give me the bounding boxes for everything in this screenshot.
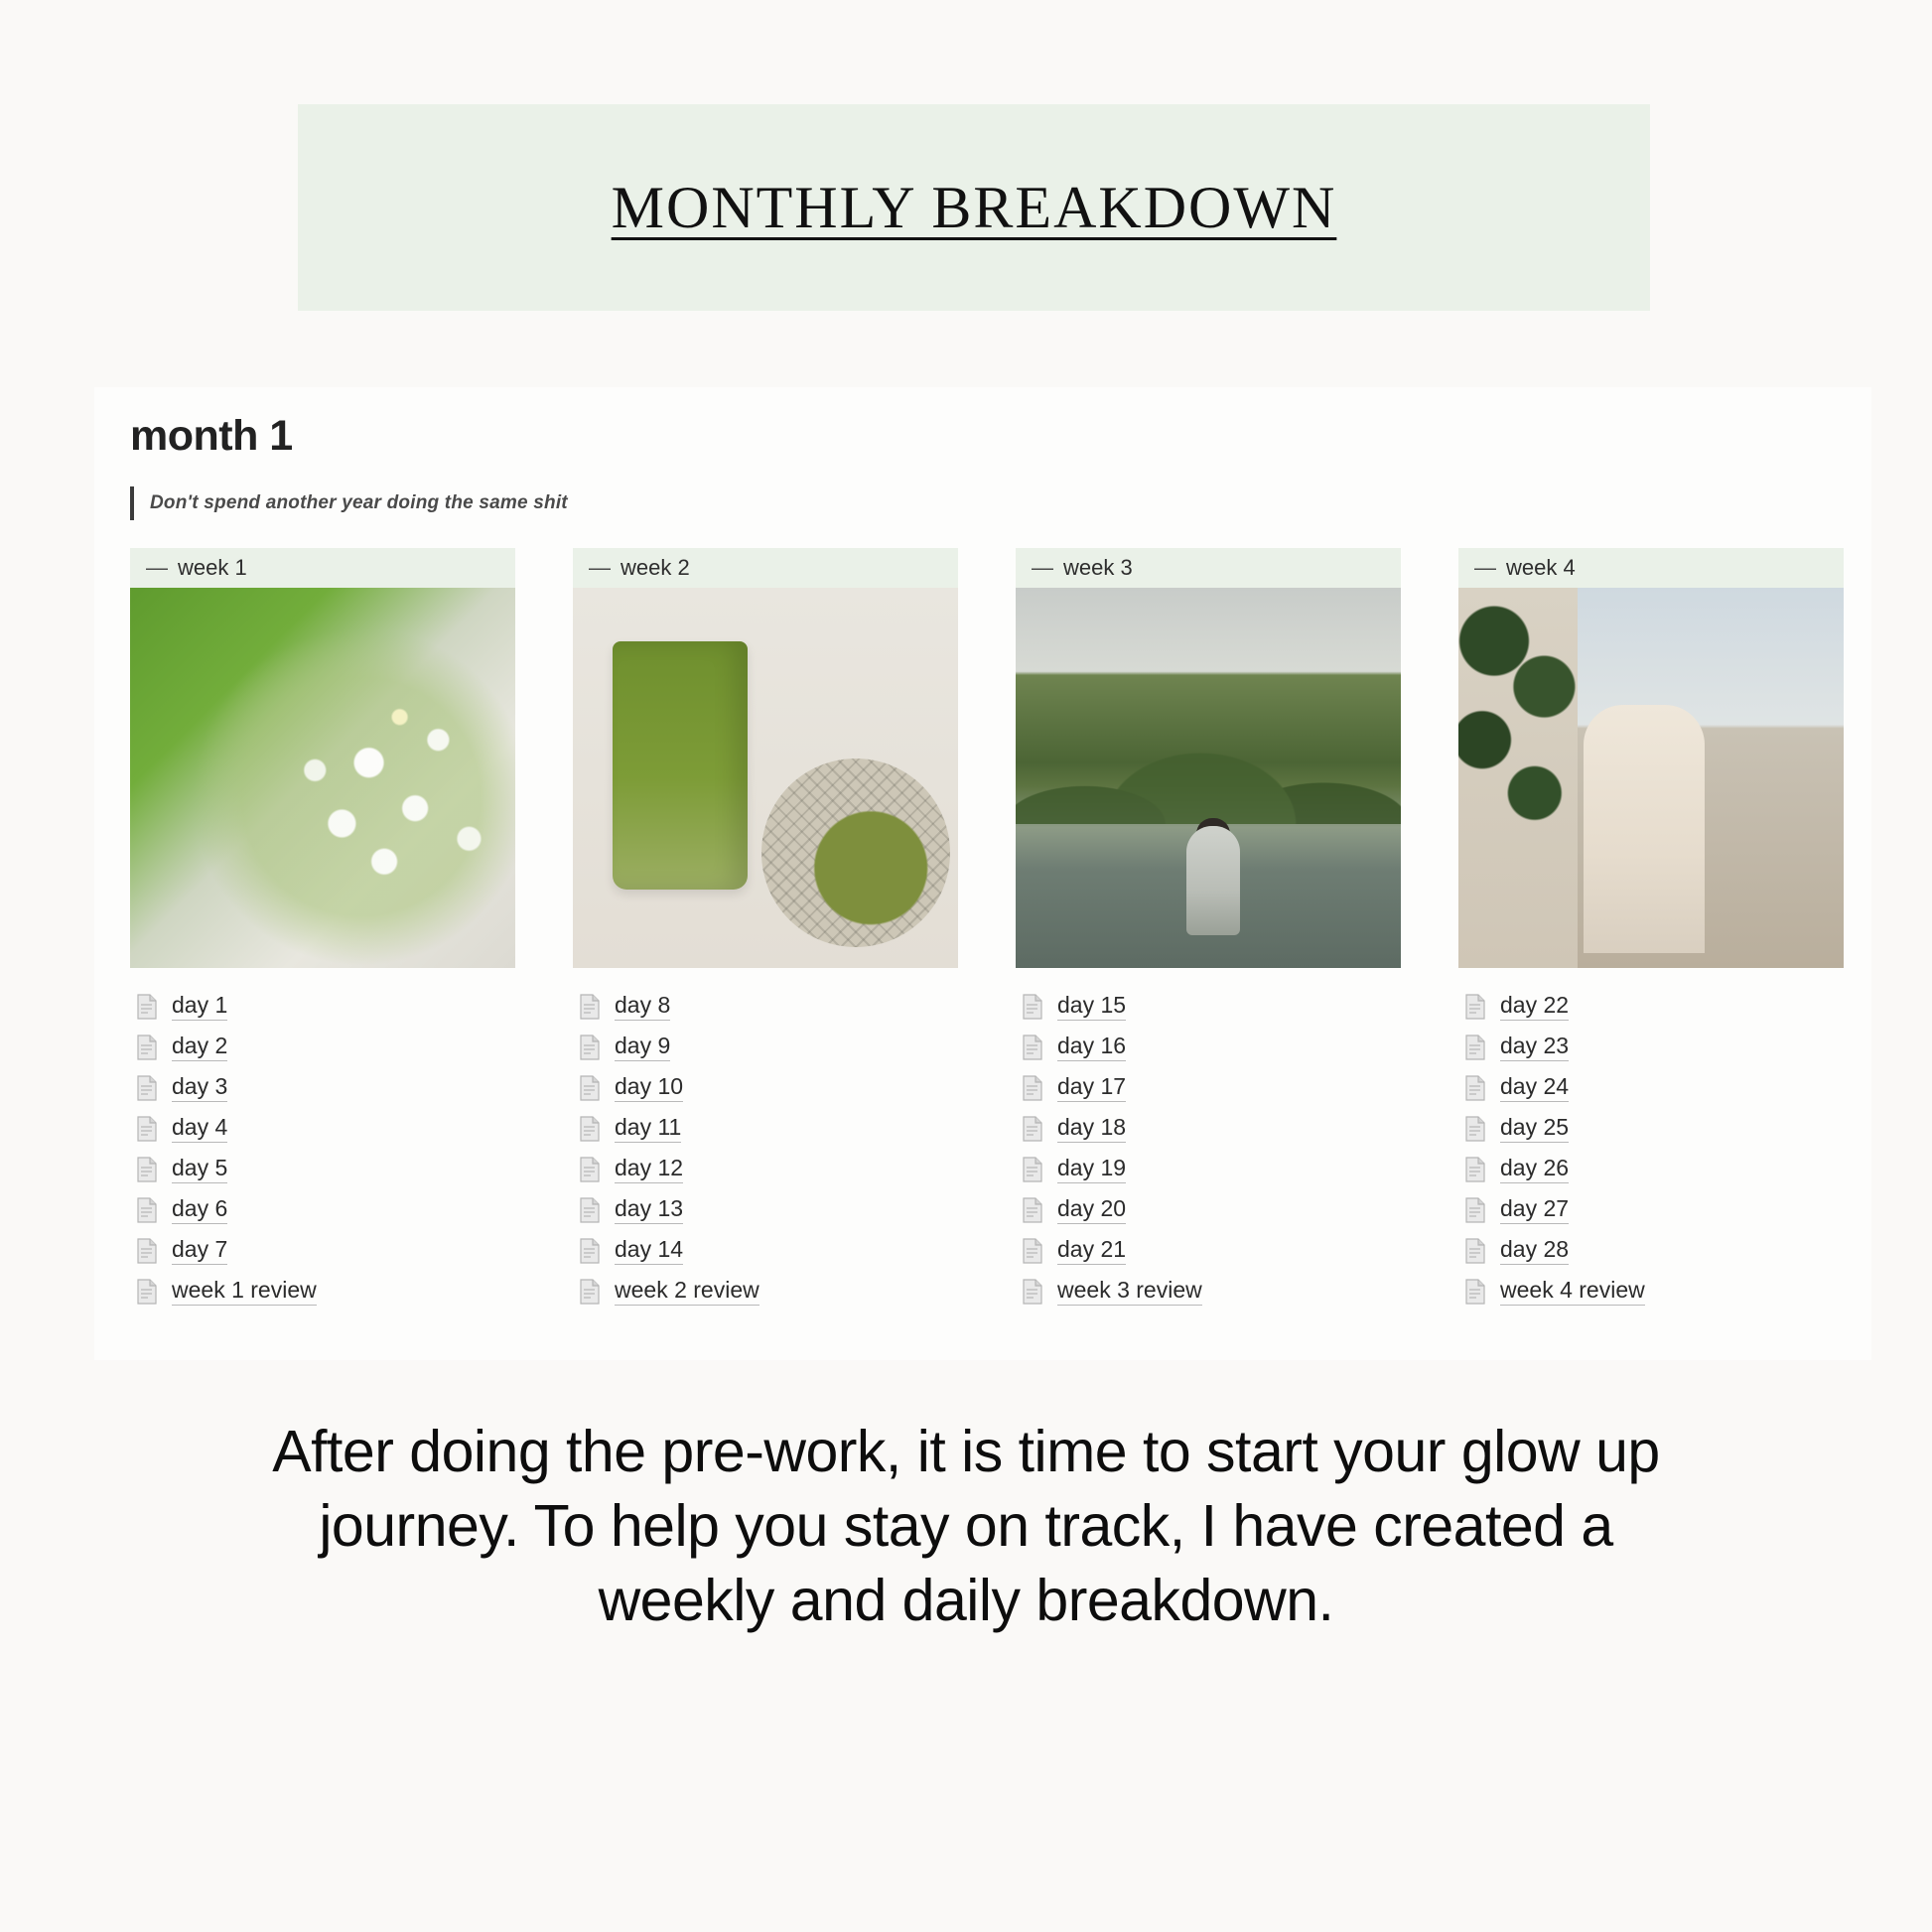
- page-icon: [136, 1197, 158, 1223]
- list-item-review[interactable]: [579, 1271, 958, 1311]
- page-icon: [1022, 1197, 1043, 1223]
- week-photo-3: [1016, 588, 1401, 968]
- day-label: day 24: [1500, 1073, 1569, 1101]
- week-header-label: week 1: [178, 555, 247, 580]
- list-item[interactable]: [579, 1027, 958, 1067]
- page-icon: [579, 1157, 601, 1182]
- week-photo-4: [1458, 588, 1844, 968]
- day-label: day 13: [615, 1195, 683, 1223]
- page-icon: [579, 994, 601, 1020]
- page-icon: [1022, 1116, 1043, 1142]
- day-label: day 8: [615, 992, 670, 1020]
- list-item[interactable]: [579, 986, 958, 1027]
- week-header-4[interactable]: [1458, 548, 1844, 588]
- list-item[interactable]: [579, 1149, 958, 1189]
- week-header-2[interactable]: [573, 548, 958, 588]
- week-photo-1: [130, 588, 515, 968]
- list-item[interactable]: [579, 1189, 958, 1230]
- day-label: day 2: [172, 1033, 227, 1060]
- title-banner: [298, 104, 1650, 311]
- page-icon: [579, 1075, 601, 1101]
- dash-icon: —: [589, 555, 611, 580]
- day-list-1: [130, 986, 515, 1311]
- page-icon: [1464, 1197, 1486, 1223]
- list-item[interactable]: [1464, 1189, 1844, 1230]
- day-label: day 11: [615, 1114, 681, 1142]
- page-icon: [1464, 1075, 1486, 1101]
- page-icon: [579, 1197, 601, 1223]
- page-icon: [579, 1238, 601, 1264]
- list-item[interactable]: [1464, 1027, 1844, 1067]
- list-item[interactable]: [579, 1108, 958, 1149]
- week-column-2: [573, 548, 958, 1311]
- quote-accent-bar: [130, 486, 134, 520]
- list-item[interactable]: [136, 1189, 515, 1230]
- day-label: day 17: [1057, 1073, 1126, 1101]
- day-label: day 27: [1500, 1195, 1569, 1223]
- page-icon: [1464, 994, 1486, 1020]
- list-item-review[interactable]: [136, 1271, 515, 1311]
- day-label: day 21: [1057, 1236, 1126, 1264]
- day-label: day 3: [172, 1073, 227, 1101]
- list-item-review[interactable]: [1464, 1271, 1844, 1311]
- page-icon: [1022, 1238, 1043, 1264]
- weeks-grid: [130, 548, 1836, 1311]
- day-label: day 4: [172, 1114, 227, 1142]
- page-title: MONTHLY BREAKDOWN: [611, 174, 1337, 240]
- page-icon: [136, 1116, 158, 1142]
- list-item[interactable]: [1464, 1067, 1844, 1108]
- day-label: day 1: [172, 992, 227, 1020]
- week-review-label: week 1 review: [172, 1277, 317, 1305]
- week-header-label: week 2: [621, 555, 690, 580]
- list-item[interactable]: [136, 1067, 515, 1108]
- list-item[interactable]: [1022, 1189, 1401, 1230]
- page-icon: [579, 1116, 601, 1142]
- list-item[interactable]: [1464, 1108, 1844, 1149]
- day-label: day 26: [1500, 1155, 1569, 1182]
- page-icon: [1022, 1157, 1043, 1182]
- page-icon: [1464, 1035, 1486, 1060]
- list-item[interactable]: [1022, 1067, 1401, 1108]
- week-header-3[interactable]: [1016, 548, 1401, 588]
- list-item[interactable]: [1022, 1149, 1401, 1189]
- day-list-3: [1016, 986, 1401, 1311]
- page-icon: [136, 1279, 158, 1305]
- day-label: day 7: [172, 1236, 227, 1264]
- dash-icon: —: [1032, 555, 1053, 580]
- day-label: day 16: [1057, 1033, 1126, 1060]
- week-photo-2: [573, 588, 958, 968]
- week-column-1: [130, 548, 515, 1311]
- day-list-2: [573, 986, 958, 1311]
- page-icon: [1464, 1116, 1486, 1142]
- page-icon: [579, 1279, 601, 1305]
- day-label: day 23: [1500, 1033, 1569, 1060]
- day-label: day 28: [1500, 1236, 1569, 1264]
- page-icon: [1022, 1075, 1043, 1101]
- page-icon: [1464, 1157, 1486, 1182]
- day-label: day 18: [1057, 1114, 1126, 1142]
- list-item[interactable]: [1464, 986, 1844, 1027]
- day-label: day 25: [1500, 1114, 1569, 1142]
- page-icon: [1022, 1035, 1043, 1060]
- quote-block: [130, 486, 568, 520]
- list-item[interactable]: [1464, 1149, 1844, 1189]
- day-label: day 10: [615, 1073, 683, 1101]
- page-icon: [136, 1238, 158, 1264]
- list-item-review[interactable]: [1022, 1271, 1401, 1311]
- list-item[interactable]: [579, 1230, 958, 1271]
- list-item[interactable]: [1022, 1108, 1401, 1149]
- page-icon: [136, 1035, 158, 1060]
- week-header-label: week 3: [1063, 555, 1133, 580]
- page-icon: [136, 1157, 158, 1182]
- dash-icon: —: [146, 555, 168, 580]
- list-item[interactable]: [1022, 1230, 1401, 1271]
- list-item[interactable]: [1022, 1027, 1401, 1067]
- day-label: day 14: [615, 1236, 683, 1264]
- list-item[interactable]: [136, 1108, 515, 1149]
- list-item[interactable]: [136, 986, 515, 1027]
- page-icon: [579, 1035, 601, 1060]
- list-item[interactable]: [579, 1067, 958, 1108]
- day-label: day 22: [1500, 992, 1569, 1020]
- day-list-4: [1458, 986, 1844, 1311]
- page-icon: [136, 1075, 158, 1101]
- list-item[interactable]: [136, 1149, 515, 1189]
- caption-text: After doing the pre-work, it is time to start your glow up journey. To help you stay on track, I have created a weekly and daily breakdown.: [272, 1419, 1660, 1633]
- quote-text: Don't spend another year doing the same shit: [150, 492, 568, 513]
- list-item[interactable]: [1464, 1230, 1844, 1271]
- day-label: day 9: [615, 1033, 670, 1060]
- page-icon: [136, 994, 158, 1020]
- list-item[interactable]: [136, 1027, 515, 1067]
- page-icon: [1022, 1279, 1043, 1305]
- dash-icon: —: [1474, 555, 1496, 580]
- page-icon: [1464, 1238, 1486, 1264]
- month-heading: month 1: [130, 412, 293, 460]
- week-header-1[interactable]: [130, 548, 515, 588]
- day-label: day 19: [1057, 1155, 1126, 1182]
- day-label: day 12: [615, 1155, 683, 1182]
- month-card: [94, 387, 1871, 1360]
- list-item[interactable]: [136, 1230, 515, 1271]
- day-label: day 15: [1057, 992, 1126, 1020]
- week-header-label: week 4: [1506, 555, 1576, 580]
- week-review-label: week 4 review: [1500, 1277, 1645, 1305]
- week-review-label: week 2 review: [615, 1277, 759, 1305]
- page-icon: [1022, 994, 1043, 1020]
- day-label: day 5: [172, 1155, 227, 1182]
- day-label: day 20: [1057, 1195, 1126, 1223]
- day-label: day 6: [172, 1195, 227, 1223]
- page-icon: [1464, 1279, 1486, 1305]
- week-review-label: week 3 review: [1057, 1277, 1202, 1305]
- list-item[interactable]: [1022, 986, 1401, 1027]
- week-column-4: [1458, 548, 1844, 1311]
- week-column-3: [1016, 548, 1401, 1311]
